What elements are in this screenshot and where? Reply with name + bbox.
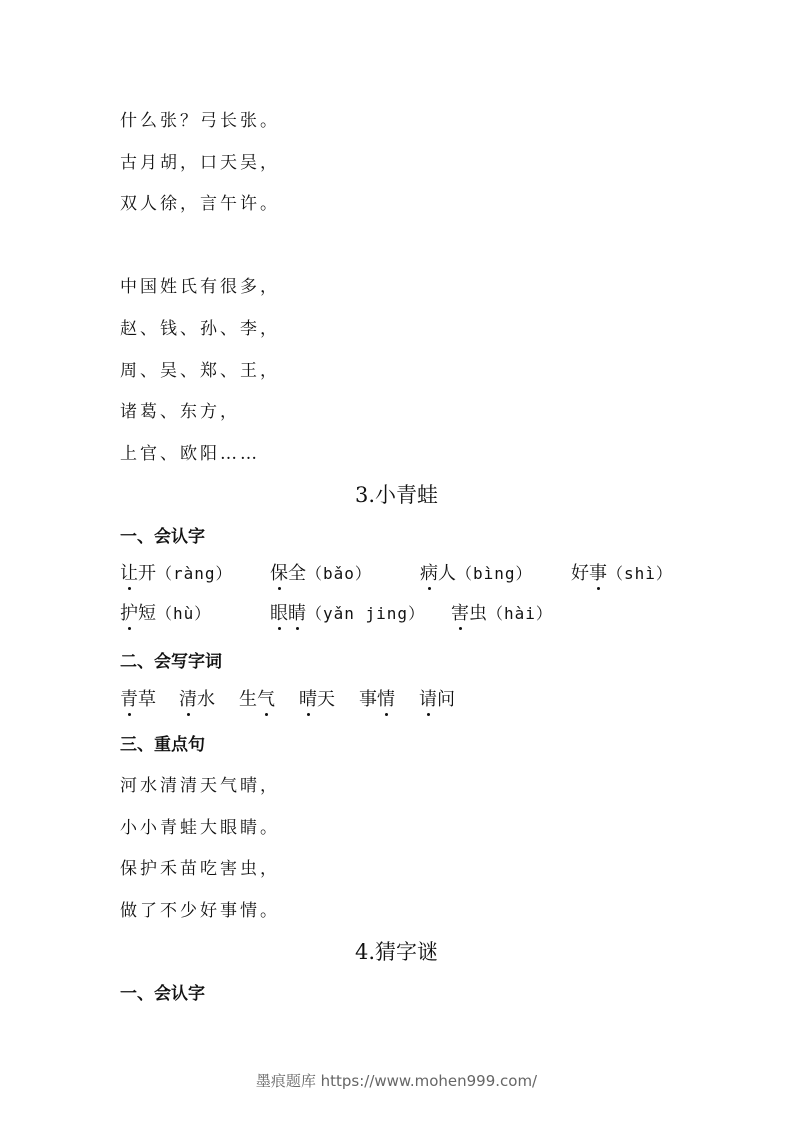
poem-line: 诸葛、东方， [120, 402, 240, 422]
word-item: 生气 [239, 685, 275, 711]
vocab-item: 病人（bìng） [420, 559, 533, 585]
key-sentence: 河水清清天气晴， [120, 776, 280, 796]
poem-line: 周、吴、郑、王， [120, 361, 280, 381]
vocab-item: 好事（shì） [571, 559, 673, 585]
vocab-item: 害虫（hài） [451, 599, 553, 625]
word-item: 清水 [179, 685, 215, 711]
section-heading: 三、重点句 [120, 735, 205, 755]
poem-line: 赵、钱、孙、李， [120, 319, 280, 339]
vocab-row [120, 559, 680, 585]
section-heading: 一、会认字 [120, 527, 205, 547]
vocab-item: 护短（hù） [120, 599, 211, 625]
word-item: 青草 [120, 685, 156, 711]
poem-line: 双人徐，言午许。 [120, 194, 280, 214]
lesson-title: 4.猜字谜 [354, 940, 439, 964]
section-heading: 二、会写字词 [120, 652, 222, 672]
key-sentence: 小小青蛙大眼睛。 [120, 818, 280, 838]
poem-line: 上官、欧阳…… [120, 444, 260, 464]
word-item: 请问 [419, 685, 455, 711]
key-sentence: 保护禾苗吃害虫， [120, 859, 280, 879]
lesson-title: 3.小青蛙 [354, 483, 439, 507]
poem-line: 什么张？弓长张。 [120, 111, 280, 131]
vocab-item: 眼睛（yǎn jing） [270, 599, 425, 625]
vocab-item: 让开（ràng） [120, 559, 233, 585]
section-heading: 一、会认字 [120, 984, 205, 1004]
words-row [120, 685, 520, 711]
vocab-row [120, 599, 680, 625]
poem-line: 中国姓氏有很多， [120, 277, 280, 297]
word-item: 晴天 [299, 685, 335, 711]
footer-watermark: 墨痕题库 https://www.mohen999.com/ [255, 1072, 538, 1090]
key-sentence: 做了不少好事情。 [120, 901, 280, 921]
vocab-item: 保全（bǎo） [270, 559, 372, 585]
word-item: 事情 [359, 685, 395, 711]
poem-line: 古月胡，口天吴， [120, 153, 280, 173]
